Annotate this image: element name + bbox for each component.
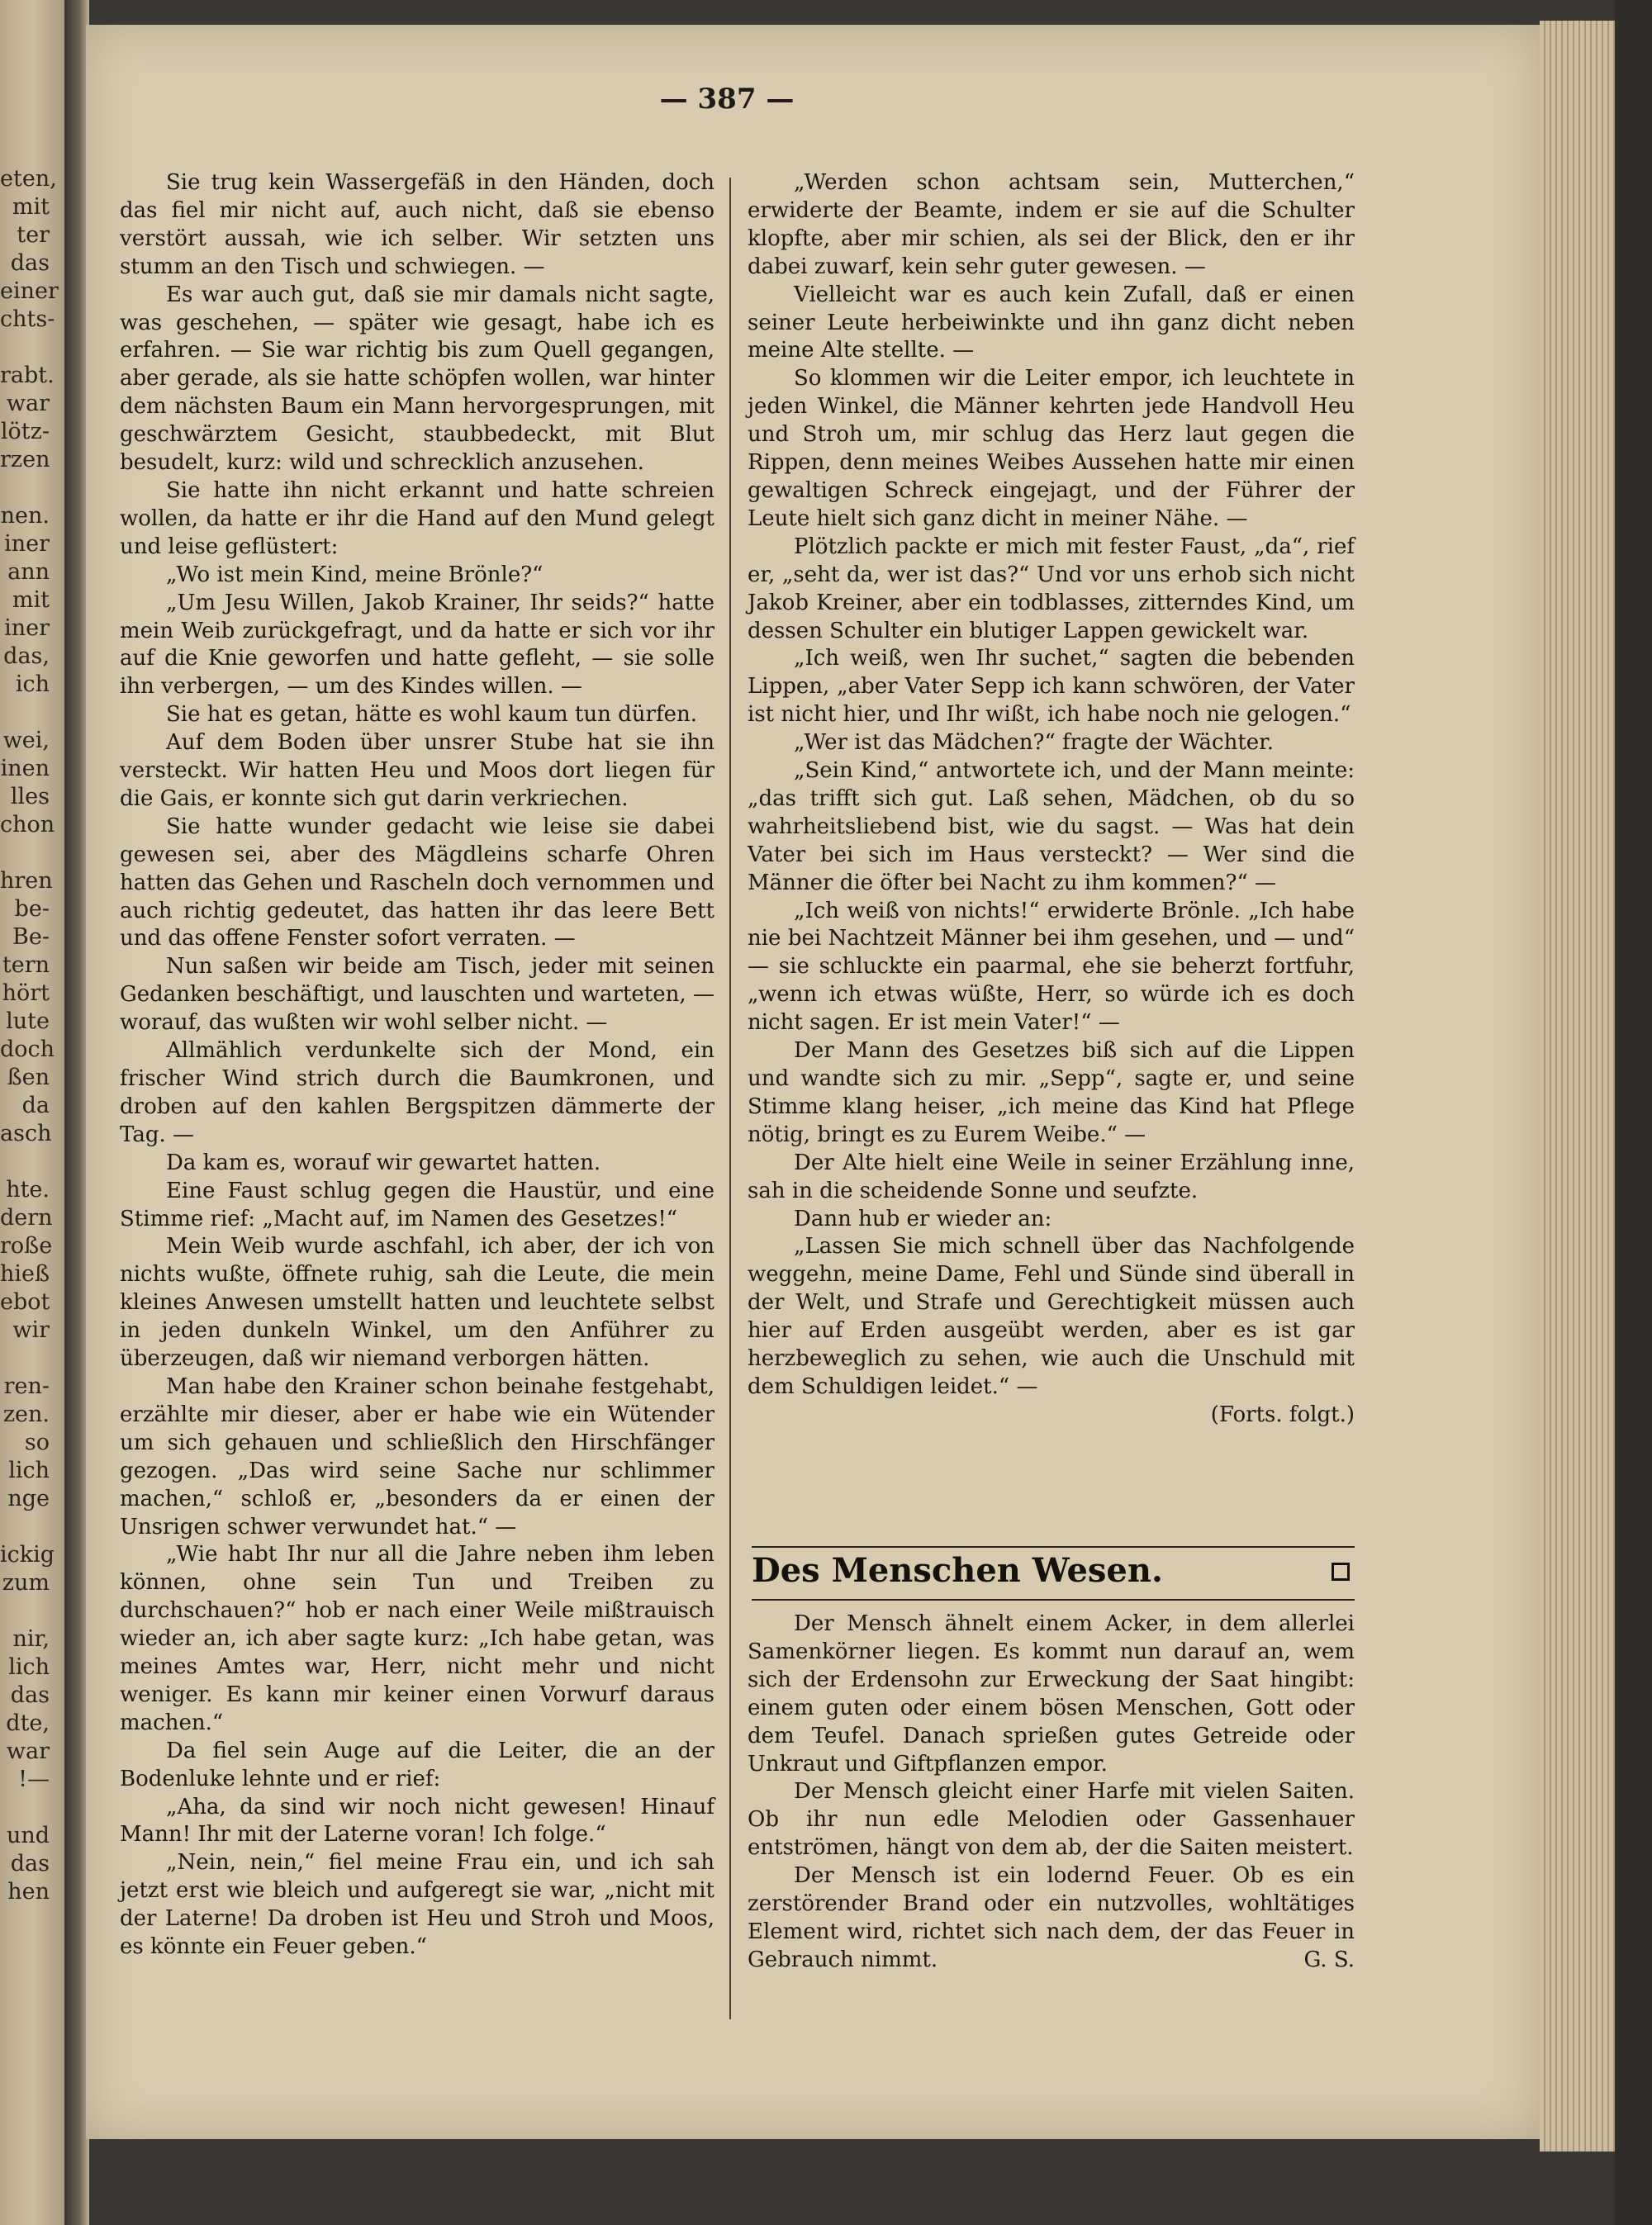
story-left-column xyxy=(120,169,714,1962)
column-divider xyxy=(729,178,731,2019)
previous-page-fragment: lich xyxy=(8,1654,50,1680)
previous-page-fragment: eten, xyxy=(0,166,57,192)
previous-page-fragment: iner xyxy=(4,615,50,641)
previous-page-fragment xyxy=(0,1148,50,1176)
previous-page-fragment: rabt. xyxy=(0,363,55,388)
previous-page-fragment: Be- xyxy=(12,924,50,950)
previous-page-fragment: inen xyxy=(0,756,50,781)
story-paragraph: Da fiel sein Auge auf die Leiter, die an der Bodenluke lehnte und er rief: xyxy=(120,1738,714,1791)
essay-body xyxy=(748,1611,1355,1975)
previous-page-fragment xyxy=(0,1597,50,1625)
previous-page-fragment: dern xyxy=(0,1205,53,1231)
previous-page-fragment: chon xyxy=(0,812,55,837)
story-paragraph: „Um Jesu Willen, Jakob Krainer, Ihr seids?“ hatte mein Weib zurückgefragt, und da hatte er sich vor ihr auf die Knie geworfen und hatte gefleht, — sie solle ihn verbergen, — um des Kindes willen. — xyxy=(120,590,714,700)
previous-page-fragment: und xyxy=(6,1823,50,1848)
previous-page-fragment: nen. xyxy=(0,503,50,529)
story-paragraph: Sie hat es getan, hätte es wohl kaum tun dürfen. xyxy=(166,702,697,728)
previous-page-fragment: mit xyxy=(12,587,50,613)
previous-page-fragment: einer xyxy=(0,278,59,304)
square-ornament-icon xyxy=(1332,1563,1350,1581)
essay-paragraph: Der Mensch gleicht einer Harfe mit vielen Saiten. Ob ihr nun edle Melodien oder Gassenhauer entströmen, hängt von dem ab, der die Saiten meistert. xyxy=(748,1779,1355,1861)
previous-page-fragment: iner xyxy=(4,531,50,557)
previous-page-fragment: ickig xyxy=(0,1542,55,1568)
story-paragraph: „Ich weiß von nichts!“ erwiderte Brönle. „Ich habe nie bei Nachtzeit Männer bei ihm gesehen, und — und“ — sie schluckte ein paarmal, ehe sie beherzt fortfuhr, „wenn ich etwas wüßte, Herr, so würde ich es doch nicht sagen. Er ist mein Vater!“ — xyxy=(748,898,1355,1036)
story-paragraph: „Nein, nein,“ fiel meine Frau ein, und ich sah jetzt erst wie bleich und aufgeregt sie war, „nicht mit der Laterne! Da droben ist Heu und Stroh und Moos, es könnte ein Feuer geben.“ xyxy=(120,1850,714,1960)
story-paragraph: Eine Faust schlug gegen die Haustür, und eine Stimme rief: „Macht auf, im Namen des Gesetzes!“ xyxy=(120,1178,714,1231)
previous-page-fragment: das xyxy=(10,250,50,276)
previous-page-fragment: so xyxy=(24,1430,50,1455)
previous-page-fragment xyxy=(0,1794,50,1822)
previous-page-fragment: wei, xyxy=(2,728,50,753)
story-paragraph: „Lassen Sie mich schnell über das Nachfolgende weggehn, meine Dame, Fehl und Sünde sind überall in der Welt, und Strafe und Gerechtigkeit müssen auch hier auf Erden ausgeübt werden, aber es ist gar herzbeweglich zu sehen, wie auch die Unschuld mit dem Schuldigen leidet.“ — xyxy=(748,1234,1355,1399)
previous-page-fragment: lich xyxy=(8,1458,50,1483)
previous-page-fragment: das xyxy=(10,1682,50,1708)
previous-page-fragment: da xyxy=(21,1093,50,1118)
book-cover-board xyxy=(1615,0,1652,2225)
story-paragraph: Mein Weib wurde aschfahl, ich aber, der ich von nichts wußte, öffnete ruhig, sah die Leute, die mein kleines Anwesen umstellt hatten und leuchtete selbst in jeden dunkeln Winkel, um den Anführer zu überzeugen, daß wir niemand verborgen hätten. xyxy=(120,1234,714,1372)
previous-page-fragment: lute xyxy=(6,1008,50,1034)
story-paragraph: Sie hatte wunder gedacht wie leise sie dabei gewesen sei, aber des Mägdleins scharfe Ohren hatten das Gehen und Rascheln doch vernommen und auch richtig gedeutet, das hatten ihr das leere Bett und das offene Fenster sofort verraten. — xyxy=(120,814,714,951)
previous-page-fragment: nge xyxy=(7,1486,50,1511)
story-paragraph: Da kam es, worauf wir gewartet hatten. xyxy=(166,1150,601,1175)
story-paragraph: „Wer ist das Mädchen?“ fragte der Wächter. xyxy=(794,730,1275,756)
previous-page-fragment: lles xyxy=(10,784,50,809)
previous-page-fragment: hte. xyxy=(6,1177,50,1203)
previous-page-fragment: hen xyxy=(7,1879,50,1905)
story-paragraph: Dann hub er wieder an: xyxy=(794,1206,1052,1231)
previous-page-fragment: tern xyxy=(2,952,50,978)
essay-paragraph: Der Mensch ähnelt einem Acker, in dem allerlei Samenkörner liegen. Es kommt nun darauf an, wem sich der Erdensohn zur Erweckung der Saat hingibt: einem guten oder einem bösen Menschen, Gott oder dem Teufel. Danach sprießen gutes Getreide oder Unkraut und Giftpflanzen empor. xyxy=(748,1611,1355,1777)
previous-page-fragment xyxy=(0,839,50,867)
previous-page-fragment: ann xyxy=(7,559,50,585)
page-number: — 387 — xyxy=(659,83,795,116)
previous-page-fragment: ebot xyxy=(0,1289,50,1315)
story-paragraph: Es war auch gut, daß sie mir damals nicht sagte, was geschehen, — später wie gesagt, habe ich es erfahren. — Sie war richtig bis zum Quell gegangen, aber gerade, als sie hatte schöpfen wollen, war hinter dem nächsten Baum ein Mann hervorgesprungen, mit geschwärztem Gesicht, staubbedeckt, mit Blut besudelt, kurz: wild und schrecklich anzusehen. xyxy=(120,282,714,476)
previous-page-fragments xyxy=(0,165,59,1906)
essay-paragraph xyxy=(748,1862,1355,1975)
story-right-column xyxy=(748,169,1355,1430)
essay-title: Des Menschen Wesen. xyxy=(752,1551,1163,1590)
author-signature: G. S. xyxy=(1303,1947,1355,1972)
previous-page-fragment xyxy=(0,1513,50,1541)
previous-page-fragment: das, xyxy=(3,643,50,669)
story-paragraph: „Wie habt Ihr nur all die Jahre neben ihm leben können, ohne sein Tun und Treiben zu durchschauen?“ hob er nach einer Weile mißtrauisch wieder an, ich aber sagte kurz: „Ich habe getan, was meines Amtes war, Herr, nicht mehr und nicht weniger. Es kann mir keiner einen Vorwurf daraus machen.“ xyxy=(120,1542,714,1735)
previous-page-fragment: lötz- xyxy=(0,419,50,444)
previous-page-fragment: dte, xyxy=(6,1710,50,1736)
previous-page-fragment: ren- xyxy=(3,1373,50,1399)
story-paragraph: Plötzlich packte er mich mit fester Faust, „da“, rief er, „seht da, wer ist das?“ Und vor uns erhob sich nicht Jakob Kreiner, aber ein todblasses, zitterndes Kind, um dessen Schulter ein blutiger Lappen gewickelt war. xyxy=(748,534,1355,643)
previous-page-fragment xyxy=(0,334,50,362)
story-paragraph: Vielleicht war es auch kein Zufall, daß er einen seiner Leute herbeiwinkte und ihn ganz dicht neben meine Alte stellte. — xyxy=(748,282,1355,363)
story-paragraph: Nun saßen wir beide am Tisch, jeder mit seinen Gedanken beschäftigt, und lauschten und warteten, — worauf, das wußten wir wohl selber nicht. — xyxy=(120,954,714,1036)
essay-title-bar xyxy=(752,1551,1355,1594)
previous-page-fragment: war xyxy=(6,1739,50,1764)
story-paragraph: Auf dem Boden über unsrer Stube hat sie ihn versteckt. Wir hatten Heu und Moos dort liegen für die Gais, er konnte sich gut darin verkriechen. xyxy=(120,730,714,811)
previous-page-fragment: roße xyxy=(0,1233,53,1259)
previous-page-fragment: mit xyxy=(12,194,50,220)
previous-page-fragment xyxy=(0,1345,50,1373)
previous-page-fragment: be- xyxy=(14,896,50,922)
story-paragraph: „Wo ist mein Kind, meine Brönle?“ xyxy=(166,562,544,587)
story-paragraph: Sie trug kein Wassergefäß in den Händen, doch das fiel mir nicht auf, auch nicht, daß sie ebenso verstört aussah, wie ich selber. Wir setzten uns stumm an den Tisch und schwiegen. — xyxy=(120,170,714,279)
previous-page-fragment: !— xyxy=(18,1767,50,1792)
previous-page-fragment: hört xyxy=(2,980,50,1006)
story-paragraph: So klommen wir die Leiter empor, ich leuchtete in jeden Winkel, die Männer kehrten jede Handvoll Heu und Stroh um, mir schlug das Herz laut gegen die Rippen, denn meines Weibes Aussehen hatte mir einen gewaltigen Schreck eingejagt, und der Führer der Leute hielt sich ganz dicht in meiner Nähe. — xyxy=(748,366,1355,531)
essay-paragraph-text: Der Mensch ist ein lodernd Feuer. Ob es ein zerstörender Brand oder ein nutzvolles, wohltätiges Element wird, richtet sich nach dem, der das Feuer in Gebrauch nimmt. xyxy=(748,1863,1355,1972)
story-paragraph: „Ich weiß, wen Ihr suchet,“ sagten die bebenden Lippen, „aber Vater Sepp ich kann schwören, der Vater ist nicht hier, und Ihr wißt, ich habe noch nie gelogen.“ xyxy=(748,646,1355,728)
previous-page-fragment: war xyxy=(6,391,50,416)
previous-page-fragment: asch xyxy=(0,1121,52,1146)
previous-page-fragment: nir, xyxy=(12,1626,50,1652)
story-paragraph: Der Mann des Gesetzes biß sich auf die Lippen und wandte sich zu mir. „Sepp“, sagte er, und seine Stimme klang heiser, „ich meine das Kind hat Pflege nötig, bringt es zu Eurem Weibe.“ — xyxy=(748,1038,1355,1147)
previous-page-fragment: ter xyxy=(17,222,50,248)
previous-page-fragment: ich xyxy=(15,671,50,697)
continued-note: (Forts. folgt.) xyxy=(1210,1402,1355,1427)
previous-page-fragment xyxy=(0,474,50,502)
previous-page-fragment xyxy=(0,699,50,727)
story-paragraph: Man habe den Krainer schon beinahe festgehabt, erzählte mir dieser, aber er habe wie ein Wütender um sich gehauen und schließlich den Hirschfänger gezogen. „Das wird seine Sache nur schlimmer machen,“ schloß er, „besonders da er einen der Unsrigen schwer verwundet hat.“ — xyxy=(120,1373,714,1539)
story-paragraph: Der Alte hielt eine Weile in seiner Erzählung inne, sah in die scheidende Sonne und seufzte. xyxy=(748,1150,1355,1203)
previous-page-fragment: doch xyxy=(0,1037,55,1062)
story-paragraph: Allmählich verdunkelte sich der Mond, ein frischer Wind strich durch die Baumkronen, und droben auf den kahlen Bergspitzen dämmerte der Tag. — xyxy=(120,1038,714,1147)
story-paragraph: Sie hatte ihn nicht erkannt und hatte schreien wollen, da hatte er ihr die Hand auf den Mund gelegt und leise geflüstert: xyxy=(120,477,714,559)
previous-page-fragment: ßen xyxy=(7,1065,50,1090)
previous-page-fragment: zum xyxy=(2,1570,50,1596)
previous-page-fragment: chts- xyxy=(0,306,55,332)
story-paragraph: „Aha, da sind wir noch nicht gewesen! Hinauf Mann! Ihr mit der Laterne voran! Ich folge.“ xyxy=(120,1794,714,1848)
previous-page-fragment: zen. xyxy=(2,1402,50,1427)
section-rule-top xyxy=(752,1546,1355,1548)
previous-page-fragment: rzen xyxy=(0,447,50,472)
previous-page-fragment: wir xyxy=(12,1317,50,1343)
previous-page-fragment: hren xyxy=(0,868,53,894)
page-edges xyxy=(1540,21,1622,2151)
previous-page-fragment: hieß xyxy=(0,1261,50,1287)
story-paragraph: „Sein Kind,“ antwortete ich, und der Mann meinte: „das trifft sich gut. Laß sehen, Mädchen, ob du so wahrheitsliebend bist, wie du sagst. — Was hat dein Vater bei sich im Haus versteckt? — Wer sind die Männer die öfter bei Nacht zu ihm kommen?“ — xyxy=(748,758,1355,895)
story-paragraph: „Werden schon achtsam sein, Mutterchen,“ erwiderte der Beamte, indem er sie auf die Schulter klopfte, aber mir schien, als sei der Blick, den er ihr dabei zuwarf, kein sehr guter gewesen. — xyxy=(748,170,1355,279)
previous-page-fragment: das xyxy=(10,1851,50,1876)
section-rule-bottom xyxy=(752,1599,1355,1601)
